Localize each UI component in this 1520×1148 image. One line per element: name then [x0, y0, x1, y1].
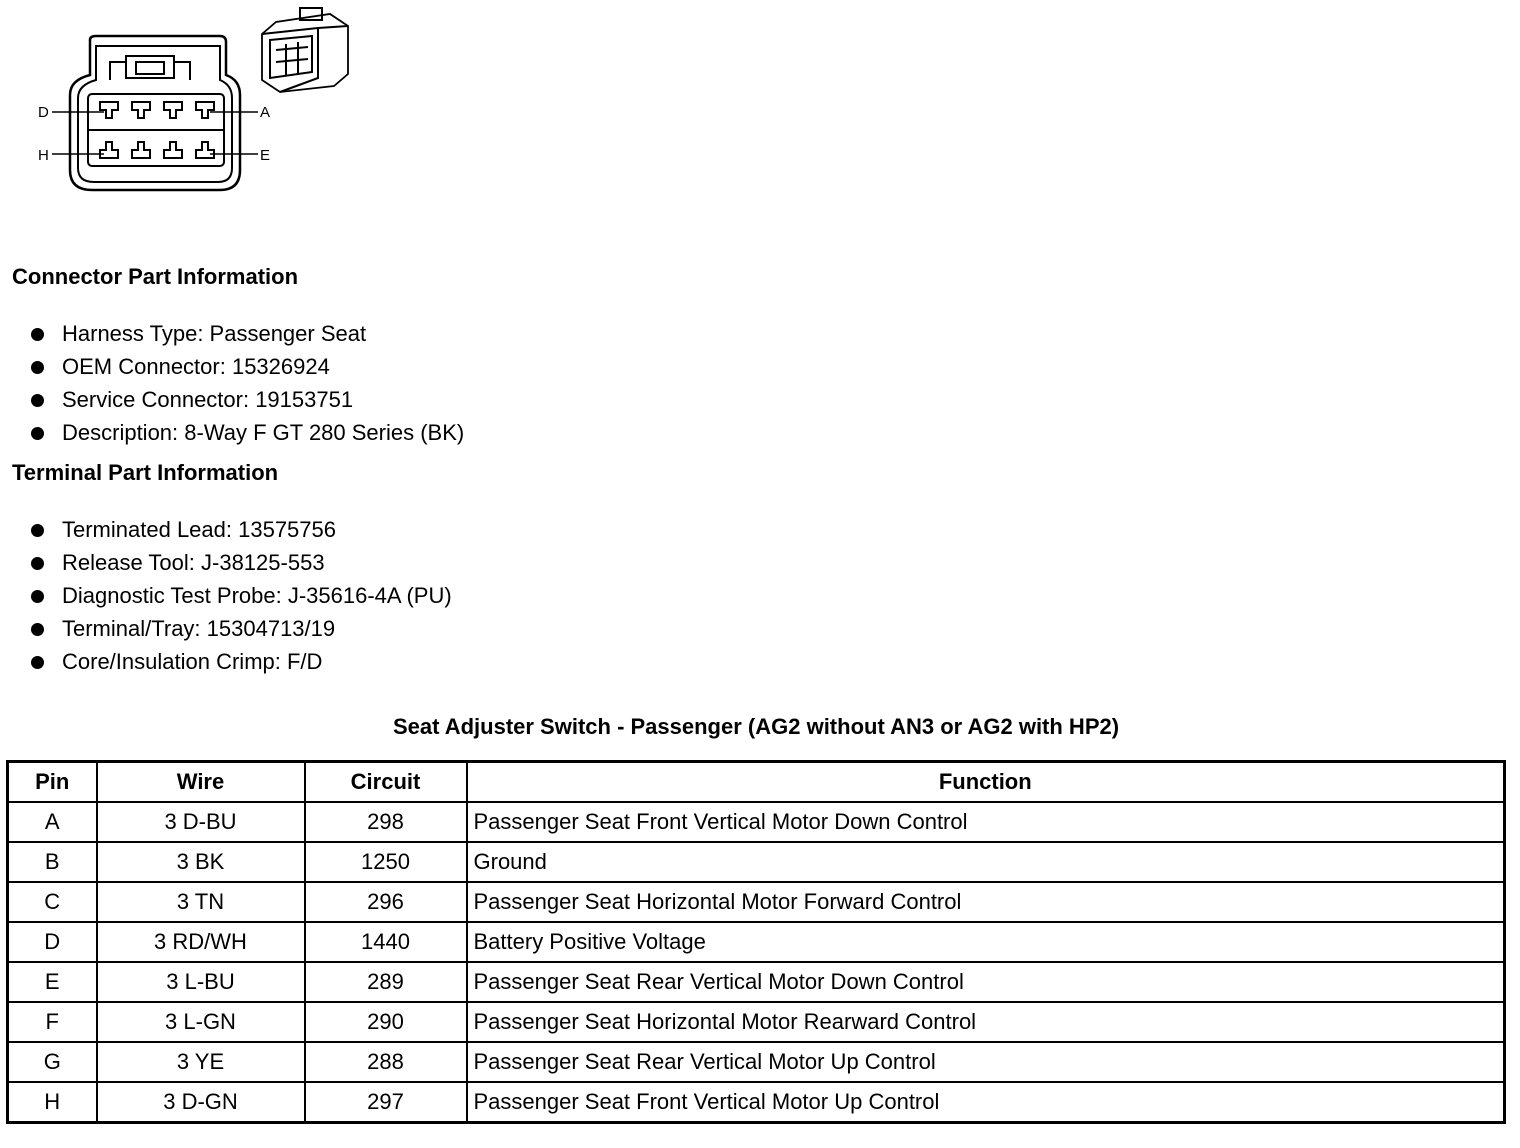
cell-pin: B: [8, 842, 97, 882]
cell-circuit: 288: [305, 1042, 467, 1082]
cell-pin: C: [8, 882, 97, 922]
table-row: [8, 962, 1505, 1002]
cell-wire: 3 L-GN: [97, 1002, 305, 1042]
table-title: Seat Adjuster Switch - Passenger (AG2 without AN3 or AG2 with HP2): [392, 714, 1120, 739]
cell-circuit: 298: [305, 802, 467, 842]
header-function: Function: [467, 762, 1505, 803]
table-row: [8, 922, 1505, 962]
connector-diagram: [30, 0, 370, 200]
table-header-row: [8, 762, 1505, 803]
pin-label-e: E: [260, 147, 271, 164]
cell-wire: 3 L-BU: [97, 962, 305, 1002]
cell-pin: A: [8, 802, 97, 842]
table-row: [8, 1002, 1505, 1042]
list-item: Terminal/Tray: 15304713/19: [28, 612, 452, 645]
header-circuit: Circuit: [305, 762, 467, 803]
connector-part-list: [28, 317, 464, 449]
cell-function: Passenger Seat Rear Vertical Motor Up Control: [467, 1042, 1505, 1082]
list-item: Core/Insulation Crimp: F/D: [28, 645, 452, 678]
cell-function: Passenger Seat Front Vertical Motor Down Control: [467, 802, 1505, 842]
pinout-table: [6, 760, 1506, 1124]
table-row: [8, 802, 1505, 842]
cell-circuit: 290: [305, 1002, 467, 1042]
connector-part-heading: Connector Part Information: [12, 264, 299, 289]
table-row: [8, 1082, 1505, 1123]
cell-function: Passenger Seat Horizontal Motor Rearward Control: [467, 1002, 1505, 1042]
list-item: OEM Connector: 15326924: [28, 350, 464, 383]
pin-label-a: A: [260, 104, 271, 121]
cell-pin: F: [8, 1002, 97, 1042]
table-row: [8, 1042, 1505, 1082]
header-pin: Pin: [8, 762, 97, 803]
cell-function: Passenger Seat Front Vertical Motor Up Control: [467, 1082, 1505, 1123]
cell-circuit: 289: [305, 962, 467, 1002]
cell-function: Passenger Seat Rear Vertical Motor Down Control: [467, 962, 1505, 1002]
cell-wire: 3 YE: [97, 1042, 305, 1082]
cell-pin: G: [8, 1042, 97, 1082]
terminal-part-list: [28, 513, 452, 678]
list-item: Harness Type: Passenger Seat: [28, 317, 464, 350]
cell-wire: 3 RD/WH: [97, 922, 305, 962]
cell-circuit: 297: [305, 1082, 467, 1123]
list-item: Description: 8-Way F GT 280 Series (BK): [28, 416, 464, 449]
cell-function: Ground: [467, 842, 1505, 882]
cell-circuit: 1440: [305, 922, 467, 962]
cell-circuit: 296: [305, 882, 467, 922]
cell-wire: 3 BK: [97, 842, 305, 882]
cell-pin: D: [8, 922, 97, 962]
cell-function: Passenger Seat Horizontal Motor Forward Control: [467, 882, 1505, 922]
header-wire: Wire: [97, 762, 305, 803]
pin-label-h: H: [38, 147, 49, 164]
cell-pin: E: [8, 962, 97, 1002]
cell-wire: 3 D-GN: [97, 1082, 305, 1123]
list-item: Service Connector: 19153751: [28, 383, 464, 416]
cell-wire: 3 TN: [97, 882, 305, 922]
list-item: Release Tool: J-38125-553: [28, 546, 452, 579]
cell-function: Battery Positive Voltage: [467, 922, 1505, 962]
table-row: [8, 842, 1505, 882]
pin-label-d: D: [38, 104, 49, 121]
list-item: Diagnostic Test Probe: J-35616-4A (PU): [28, 579, 452, 612]
table-row: [8, 882, 1505, 922]
cell-wire: 3 D-BU: [97, 802, 305, 842]
terminal-part-heading: Terminal Part Information: [12, 460, 279, 485]
list-item: Terminated Lead: 13575756: [28, 513, 452, 546]
cell-circuit: 1250: [305, 842, 467, 882]
cell-pin: H: [8, 1082, 97, 1123]
